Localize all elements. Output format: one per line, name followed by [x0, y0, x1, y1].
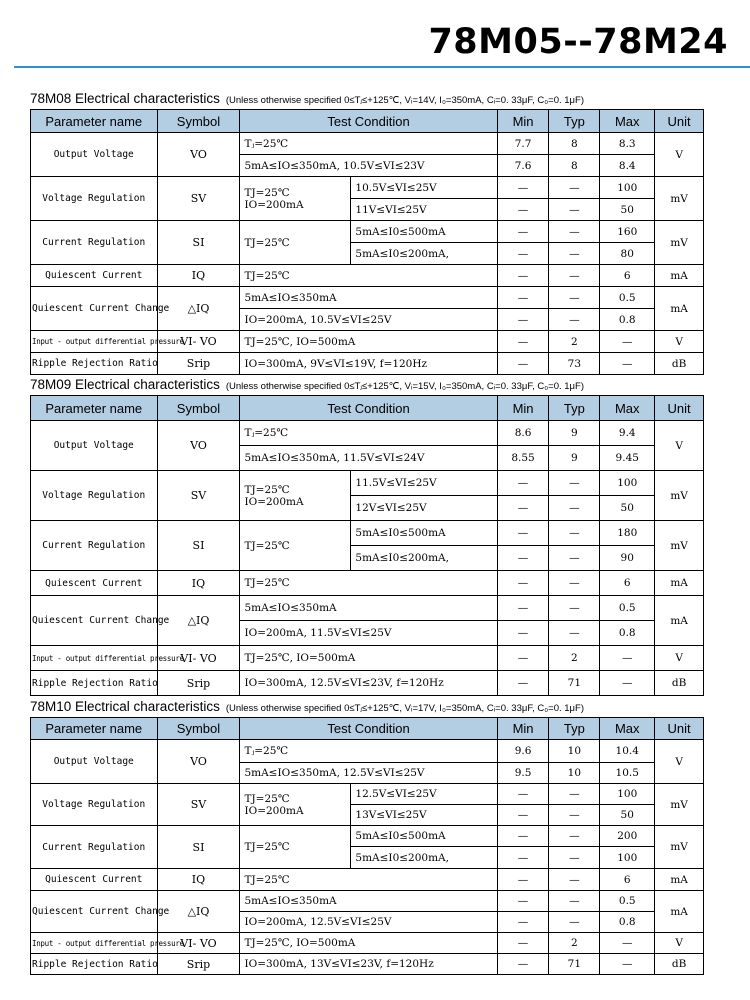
- unit: mV: [655, 221, 704, 265]
- parameter-name: Current Regulation: [31, 221, 158, 265]
- typ-value: 71: [549, 671, 600, 696]
- typ-value: —: [549, 221, 600, 243]
- unit: mA: [655, 287, 704, 331]
- test-condition: IO=300mA, 12.5V≤VI≤23V, f=120Hz: [240, 671, 497, 696]
- parameter-name: Current Regulation: [31, 521, 158, 571]
- typ-value: —: [549, 805, 600, 826]
- table-row: [31, 740, 704, 763]
- header-parameter-name: Parameter name: [31, 110, 158, 133]
- max-value: —: [600, 954, 655, 975]
- symbol: VO: [157, 421, 240, 471]
- max-value: 0.8: [600, 309, 655, 331]
- min-value: —: [497, 353, 549, 375]
- header-test-condition: Test Condition: [240, 110, 497, 133]
- max-value: 100: [600, 784, 655, 805]
- typ-value: —: [549, 471, 600, 496]
- parameter-name: Voltage Regulation: [31, 471, 158, 521]
- test-condition: IO=300mA, 13V≤VI≤23V, f=120Hz: [240, 954, 497, 975]
- symbol: VI- VO: [157, 646, 240, 671]
- test-condition: 5mA≤IO≤350mA, 12.5V≤VI≤25V: [240, 763, 497, 784]
- min-value: —: [497, 912, 549, 933]
- max-value: 0.5: [600, 287, 655, 309]
- sub-condition: 5mA≤I0≤500mA: [351, 221, 497, 243]
- typ-value: 2: [549, 646, 600, 671]
- unit: dB: [655, 353, 704, 375]
- sub-condition: 5mA≤I0≤500mA: [351, 826, 497, 847]
- electrical-characteristics-table: [30, 395, 704, 696]
- symbol: △IQ: [157, 287, 240, 331]
- max-value: 180: [600, 521, 655, 546]
- test-condition: IO=200mA, 10.5V≤VI≤25V: [240, 309, 497, 331]
- max-value: 6: [600, 571, 655, 596]
- parameter-name: Ripple Rejection Ratio: [31, 353, 158, 375]
- table-row: [31, 646, 704, 671]
- table-row: [31, 133, 704, 155]
- table-row: [31, 331, 704, 353]
- sub-condition: 5mA≤I0≤200mA,: [351, 243, 497, 265]
- header-symbol: Symbol: [157, 718, 240, 740]
- unit: mA: [655, 869, 704, 891]
- sub-condition: 13V≤VI≤25V: [351, 805, 497, 826]
- parameter-name: Voltage Regulation: [31, 177, 158, 221]
- max-value: —: [600, 933, 655, 954]
- min-value: —: [497, 287, 549, 309]
- condition-line: IO=200mA: [244, 198, 304, 211]
- typ-value: —: [549, 287, 600, 309]
- parameter-name: Quiescent Current Change: [31, 596, 158, 646]
- min-value: —: [497, 784, 549, 805]
- max-value: 0.8: [600, 621, 655, 646]
- max-value: 6: [600, 869, 655, 891]
- typ-value: 2: [549, 933, 600, 954]
- typ-value: —: [549, 309, 600, 331]
- max-value: 160: [600, 221, 655, 243]
- table-row: [31, 826, 704, 847]
- max-value: —: [600, 353, 655, 375]
- symbol: Srip: [157, 353, 240, 375]
- unit: V: [655, 646, 704, 671]
- typ-value: —: [549, 912, 600, 933]
- min-value: —: [497, 954, 549, 975]
- header-symbol: Symbol: [157, 396, 240, 421]
- min-value: —: [497, 309, 549, 331]
- max-value: 100: [600, 471, 655, 496]
- typ-value: 8: [549, 155, 600, 177]
- document-header: [0, 0, 750, 68]
- max-value: 0.5: [600, 891, 655, 912]
- min-value: —: [497, 826, 549, 847]
- symbol: VO: [157, 133, 240, 177]
- electrical-characteristics-table: [30, 109, 704, 375]
- symbol: SV: [157, 471, 240, 521]
- typ-value: —: [549, 546, 600, 571]
- typ-value: —: [549, 199, 600, 221]
- header-symbol: Symbol: [157, 110, 240, 133]
- parameter-name: Current Regulation: [31, 826, 158, 869]
- max-value: —: [600, 646, 655, 671]
- sub-condition: 11.5V≤VI≤25V: [351, 471, 497, 496]
- typ-value: —: [549, 571, 600, 596]
- typ-value: —: [549, 869, 600, 891]
- symbol: VO: [157, 740, 240, 784]
- table-row: [31, 671, 704, 696]
- sub-condition: 12V≤VI≤25V: [351, 496, 497, 521]
- test-condition: TJ=25℃: [240, 521, 351, 571]
- test-condition: 5mA≤IO≤350mA: [240, 891, 497, 912]
- section-conditions-note: (Unless otherwise specified 0≤Tⱼ≤+125℃, Vᵢ=14V, I₀=350mA, Cᵢ=0. 33μF, C₀=0. 1μF): [225, 95, 584, 106]
- min-value: —: [497, 933, 549, 954]
- symbol: SV: [157, 177, 240, 221]
- test-condition: [240, 784, 351, 826]
- condition-line: TJ=25℃: [244, 792, 290, 805]
- symbol: Srip: [157, 954, 240, 975]
- parameter-name: Input - output differential pressure: [31, 933, 158, 954]
- typ-value: 9: [549, 421, 600, 446]
- header-min: Min: [497, 110, 549, 133]
- table-row: [31, 933, 704, 954]
- test-condition: 5mA≤IO≤350mA, 10.5V≤VI≤23V: [240, 155, 497, 177]
- min-value: —: [497, 891, 549, 912]
- header-min: Min: [497, 718, 549, 740]
- min-value: —: [497, 847, 549, 869]
- min-value: 8.6: [497, 421, 549, 446]
- table-row: [31, 891, 704, 912]
- symbol: △IQ: [157, 891, 240, 933]
- table-row: [31, 265, 704, 287]
- max-value: 6: [600, 265, 655, 287]
- unit: mV: [655, 471, 704, 521]
- typ-value: —: [549, 265, 600, 287]
- typ-value: 71: [549, 954, 600, 975]
- section-conditions-note: (Unless otherwise specified 0≤Tⱼ≤+125℃, Vᵢ=17V, I₀=350mA, Cᵢ=0. 33μF, C₀=0. 1μF): [225, 703, 584, 714]
- test-condition: TJ=25℃: [240, 826, 351, 869]
- table-row: [31, 571, 704, 596]
- test-condition: TJ=25℃: [240, 571, 497, 596]
- max-value: 50: [600, 805, 655, 826]
- symbol: SV: [157, 784, 240, 826]
- unit: V: [655, 421, 704, 471]
- parameter-name: Output Voltage: [31, 133, 158, 177]
- section-title: 78M09 Electrical characteristics: [30, 377, 220, 392]
- typ-value: —: [549, 596, 600, 621]
- test-condition: Tⱼ=25℃: [240, 421, 497, 446]
- header-test-condition: Test Condition: [240, 718, 497, 740]
- section-caption: [30, 373, 704, 395]
- min-value: 9.6: [497, 740, 549, 763]
- test-condition: IO=200mA, 11.5V≤VI≤25V: [240, 621, 497, 646]
- table-row: [31, 421, 704, 446]
- parameter-name: Voltage Regulation: [31, 784, 158, 826]
- section-78m10: [30, 695, 704, 975]
- min-value: —: [497, 671, 549, 696]
- table-row: [31, 221, 704, 243]
- unit: mA: [655, 265, 704, 287]
- header-typ: Typ: [549, 110, 600, 133]
- min-value: 9.5: [497, 763, 549, 784]
- typ-value: —: [549, 621, 600, 646]
- max-value: 200: [600, 826, 655, 847]
- parameter-name: Input - output differential pressure: [31, 331, 158, 353]
- unit: mV: [655, 826, 704, 869]
- max-value: 9.4: [600, 421, 655, 446]
- min-value: 7.7: [497, 133, 549, 155]
- unit: V: [655, 933, 704, 954]
- min-value: —: [497, 546, 549, 571]
- test-condition: TJ=25℃: [240, 869, 497, 891]
- header-test-condition: Test Condition: [240, 396, 497, 421]
- unit: mA: [655, 891, 704, 933]
- sub-condition: 10.5V≤VI≤25V: [351, 177, 497, 199]
- test-condition: TJ=25℃, IO=500mA: [240, 933, 497, 954]
- typ-value: 73: [549, 353, 600, 375]
- test-condition: IO=300mA, 9V≤VI≤19V, f=120Hz: [240, 353, 497, 375]
- condition-line: TJ=25℃: [244, 186, 290, 199]
- test-condition: Tⱼ=25℃: [240, 740, 497, 763]
- sub-condition: 12.5V≤VI≤25V: [351, 784, 497, 805]
- test-condition: IO=200mA, 12.5V≤VI≤25V: [240, 912, 497, 933]
- unit: mV: [655, 177, 704, 221]
- unit: V: [655, 133, 704, 177]
- sub-condition: 5mA≤I0≤200mA,: [351, 847, 497, 869]
- max-value: 8.4: [600, 155, 655, 177]
- parameter-name: Output Voltage: [31, 740, 158, 784]
- max-value: 10.4: [600, 740, 655, 763]
- max-value: 10.5: [600, 763, 655, 784]
- table-row: [31, 784, 704, 805]
- test-condition: TJ=25℃: [240, 221, 351, 265]
- symbol: VI- VO: [157, 331, 240, 353]
- symbol: SI: [157, 221, 240, 265]
- max-value: 100: [600, 177, 655, 199]
- test-condition: [240, 471, 351, 521]
- table-row: [31, 177, 704, 199]
- parameter-name: Quiescent Current: [31, 571, 158, 596]
- unit: V: [655, 331, 704, 353]
- condition-line: TJ=25℃: [244, 483, 290, 496]
- typ-value: 10: [549, 763, 600, 784]
- min-value: —: [497, 571, 549, 596]
- max-value: 80: [600, 243, 655, 265]
- parameter-name: Output Voltage: [31, 421, 158, 471]
- min-value: —: [497, 621, 549, 646]
- electrical-characteristics-table: [30, 717, 704, 975]
- header-max: Max: [600, 718, 655, 740]
- test-condition: 5mA≤IO≤350mA, 11.5V≤VI≤24V: [240, 446, 497, 471]
- table-row: [31, 353, 704, 375]
- header-parameter-name: Parameter name: [31, 396, 158, 421]
- parameter-name: Quiescent Current Change: [31, 287, 158, 331]
- unit: mV: [655, 521, 704, 571]
- min-value: —: [497, 646, 549, 671]
- typ-value: —: [549, 847, 600, 869]
- unit: dB: [655, 954, 704, 975]
- parameter-name: Quiescent Current: [31, 869, 158, 891]
- min-value: —: [497, 265, 549, 287]
- sub-condition: 5mA≤I0≤200mA,: [351, 546, 497, 571]
- typ-value: 2: [549, 331, 600, 353]
- min-value: —: [497, 805, 549, 826]
- section-caption: [30, 87, 704, 109]
- parameter-name: Quiescent Current: [31, 265, 158, 287]
- typ-value: —: [549, 243, 600, 265]
- min-value: —: [497, 496, 549, 521]
- table-row: [31, 521, 704, 546]
- condition-line: IO=200mA: [244, 495, 304, 508]
- sub-condition: 5mA≤I0≤500mA: [351, 521, 497, 546]
- header-unit: Unit: [655, 110, 704, 133]
- header-max: Max: [600, 396, 655, 421]
- header-typ: Typ: [549, 396, 600, 421]
- min-value: 7.6: [497, 155, 549, 177]
- test-condition: 5mA≤IO≤350mA: [240, 287, 497, 309]
- section-78m09: [30, 373, 704, 696]
- document-title: 78M05--78M24: [428, 22, 728, 62]
- test-condition: TJ=25℃, IO=500mA: [240, 646, 497, 671]
- test-condition: 5mA≤IO≤350mA: [240, 596, 497, 621]
- header-rule: [14, 66, 750, 68]
- max-value: —: [600, 331, 655, 353]
- typ-value: —: [549, 826, 600, 847]
- symbol: △IQ: [157, 596, 240, 646]
- min-value: —: [497, 521, 549, 546]
- typ-value: 10: [549, 740, 600, 763]
- typ-value: 9: [549, 446, 600, 471]
- table-row: [31, 954, 704, 975]
- min-value: —: [497, 243, 549, 265]
- table-header-row: [31, 110, 704, 133]
- min-value: —: [497, 869, 549, 891]
- test-condition: [240, 177, 351, 221]
- max-value: 8.3: [600, 133, 655, 155]
- symbol: SI: [157, 826, 240, 869]
- symbol: IQ: [157, 571, 240, 596]
- parameter-name: Quiescent Current Change: [31, 891, 158, 933]
- parameter-name: Ripple Rejection Ratio: [31, 671, 158, 696]
- sub-condition: 11V≤VI≤25V: [351, 199, 497, 221]
- section-title: 78M08 Electrical characteristics: [30, 91, 220, 106]
- min-value: —: [497, 596, 549, 621]
- max-value: 0.8: [600, 912, 655, 933]
- symbol: IQ: [157, 869, 240, 891]
- typ-value: —: [549, 784, 600, 805]
- section-conditions-note: (Unless otherwise specified 0≤Tⱼ≤+125℃, Vᵢ=15V, I₀=350mA, Cᵢ=0. 33μF, C₀=0. 1μF): [225, 381, 584, 392]
- max-value: 90: [600, 546, 655, 571]
- min-value: —: [497, 221, 549, 243]
- min-value: —: [497, 177, 549, 199]
- table-row: [31, 471, 704, 496]
- min-value: —: [497, 471, 549, 496]
- unit: mV: [655, 784, 704, 826]
- table-row: [31, 596, 704, 621]
- table-header-row: [31, 396, 704, 421]
- header-typ: Typ: [549, 718, 600, 740]
- min-value: —: [497, 331, 549, 353]
- typ-value: —: [549, 177, 600, 199]
- symbol: SI: [157, 521, 240, 571]
- max-value: 100: [600, 847, 655, 869]
- parameter-name: Ripple Rejection Ratio: [31, 954, 158, 975]
- test-condition: TJ=25℃: [240, 265, 497, 287]
- unit: mA: [655, 596, 704, 646]
- unit: mA: [655, 571, 704, 596]
- section-title: 78M10 Electrical characteristics: [30, 699, 220, 714]
- header-max: Max: [600, 110, 655, 133]
- max-value: —: [600, 671, 655, 696]
- header-unit: Unit: [655, 718, 704, 740]
- section-78m08: [30, 87, 704, 375]
- unit: V: [655, 740, 704, 784]
- max-value: 9.45: [600, 446, 655, 471]
- typ-value: —: [549, 496, 600, 521]
- max-value: 50: [600, 496, 655, 521]
- symbol: IQ: [157, 265, 240, 287]
- typ-value: —: [549, 891, 600, 912]
- header-min: Min: [497, 396, 549, 421]
- header-parameter-name: Parameter name: [31, 718, 158, 740]
- symbol: VI- VO: [157, 933, 240, 954]
- min-value: 8.55: [497, 446, 549, 471]
- unit: dB: [655, 671, 704, 696]
- condition-line: IO=200mA: [244, 804, 304, 817]
- max-value: 50: [600, 199, 655, 221]
- table-row: [31, 287, 704, 309]
- table-header-row: [31, 718, 704, 740]
- symbol: Srip: [157, 671, 240, 696]
- test-condition: Tⱼ=25℃: [240, 133, 497, 155]
- section-caption: [30, 695, 704, 717]
- test-condition: TJ=25℃, IO=500mA: [240, 331, 497, 353]
- table-row: [31, 869, 704, 891]
- max-value: 0.5: [600, 596, 655, 621]
- typ-value: 8: [549, 133, 600, 155]
- min-value: —: [497, 199, 549, 221]
- parameter-name: Input - output differential pressure: [31, 646, 158, 671]
- typ-value: —: [549, 521, 600, 546]
- header-unit: Unit: [655, 396, 704, 421]
